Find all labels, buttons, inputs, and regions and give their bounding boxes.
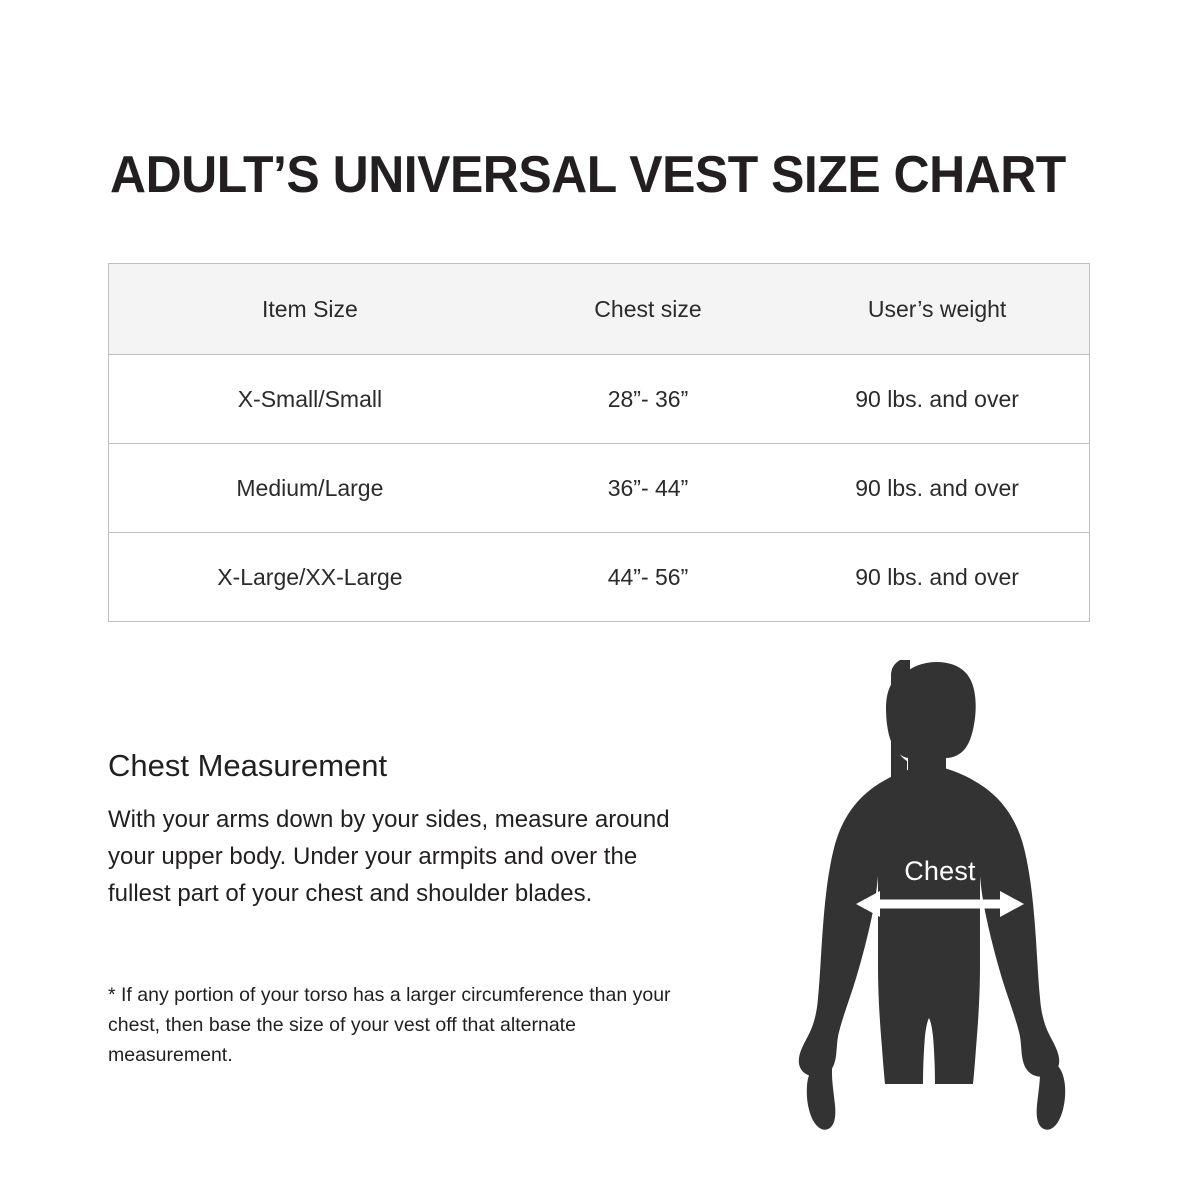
table-row [109,355,1089,444]
column-header-user-weight: User’s weight [785,264,1089,355]
cell-item-size: X-Small/Small [109,355,511,444]
table-row [109,533,1089,622]
column-header-chest-size: Chest size [511,264,785,355]
page-title: ADULT’S UNIVERSAL VEST SIZE CHART [110,145,1066,204]
cell-item-size: X-Large/XX-Large [217,563,403,590]
size-table-container [108,263,1090,622]
table-header-row [109,264,1089,355]
cell-user-weight: 90 lbs. and over [785,444,1089,533]
silhouette-icon [760,660,1120,1160]
cell-user-weight: 90 lbs. and over [785,355,1089,444]
table-body [109,355,1089,622]
cell-user-weight: 90 lbs. and over [855,563,1019,590]
chest-measurement-footnote: * If any portion of your torso has a larger circumference than your chest, then base the size of your vest off that alternate measurement. [108,983,671,1066]
cell-chest-size: 36”- 44” [511,444,785,533]
column-header-item-size: Item Size [109,264,511,355]
chest-arrow-label: Chest [904,856,976,886]
cell-chest-size: 28”- 36” [511,355,785,444]
size-table [109,264,1089,621]
chest-measurement-body: With your arms down by your sides, measure around your upper body. Under your armpits and over the fullest part of your chest and shoulder blades. [108,806,670,907]
table-header [109,264,1089,355]
chest-measurement-heading: Chest Measurement [108,747,388,783]
cell-chest-size: 44”- 56” [607,563,689,590]
torso-illustration [760,660,1120,1160]
table-row [109,444,1089,533]
cell-item-size: Medium/Large [109,444,511,533]
